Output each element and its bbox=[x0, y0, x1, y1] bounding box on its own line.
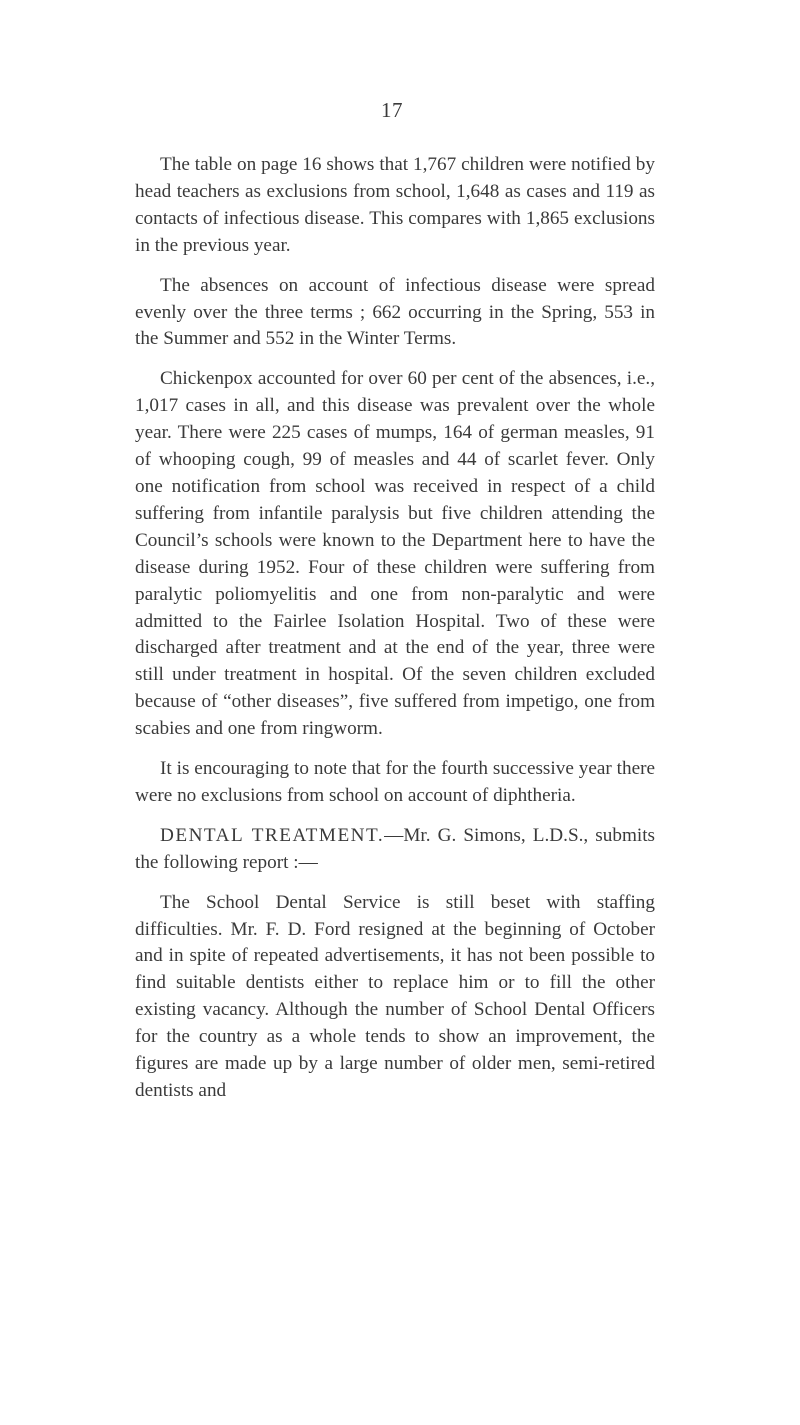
paragraph-exclusions: The table on page 16 shows that 1,767 children were notified by head teachers as exclusions from school, 1,648 as cases and 119 as contacts of infectious disease. This compares with 1,865 exclusions in the previous year. bbox=[135, 154, 655, 256]
section-heading: DENTAL TREATMENT. bbox=[160, 824, 385, 846]
page-number: 17 bbox=[381, 98, 403, 122]
paragraph-diphtheria: It is encouraging to note that for the fourth successive year there were no exclusions from school on account of diphtheria. bbox=[135, 758, 655, 806]
dental-treatment-section bbox=[135, 823, 655, 877]
paragraph-terms: The absences on account of infectious disease were spread evenly over the three terms ; 662 occurring in the Spring, 553 in the Summer and 552 in the Winter Terms. bbox=[135, 274, 655, 350]
section-intro: —Mr. G. Simons, L.D.S., submits the following report :— bbox=[135, 824, 655, 873]
paragraph-chickenpox: Chickenpox accounted for over 60 per cent of the absences, i.e., 1,017 cases in all, and this disease was prevalent over the whole year. There were 225 cases of mumps, 164 of german measles, 91 of whooping cough, 99 of measles and 44 of scarlet fever. Only one notification from school was received in respect of a child suffering from infantile paralysis but five children attending the Council’s schools were known to the Department here to have the disease during 1952. Four of these children were suffering from paralytic poliomyelitis and one from non-paralytic and were admitted to the Fairlee Isolation Hospital. Two of these were discharged after treatment and at the end of the year, three were still under treatment in hospital. Of the seven children excluded because of “other diseases”, five suffered from impetigo, one from scabies and one from ringworm. bbox=[135, 368, 655, 740]
paragraph-dental-service: The School Dental Service is still beset with staffing difficulties. Mr. F. D. Ford resigned at the beginning of October and in spite of repeated advertisements, it has not been possible to find suitable dentists either to replace him or to fill the other existing vacancy. Although the number of School Dental Officers for the country as a whole tends to show an improvement, the figures are made up by a large number of older men, semi-retired dentists and bbox=[135, 891, 655, 1101]
body-text bbox=[135, 152, 655, 1105]
